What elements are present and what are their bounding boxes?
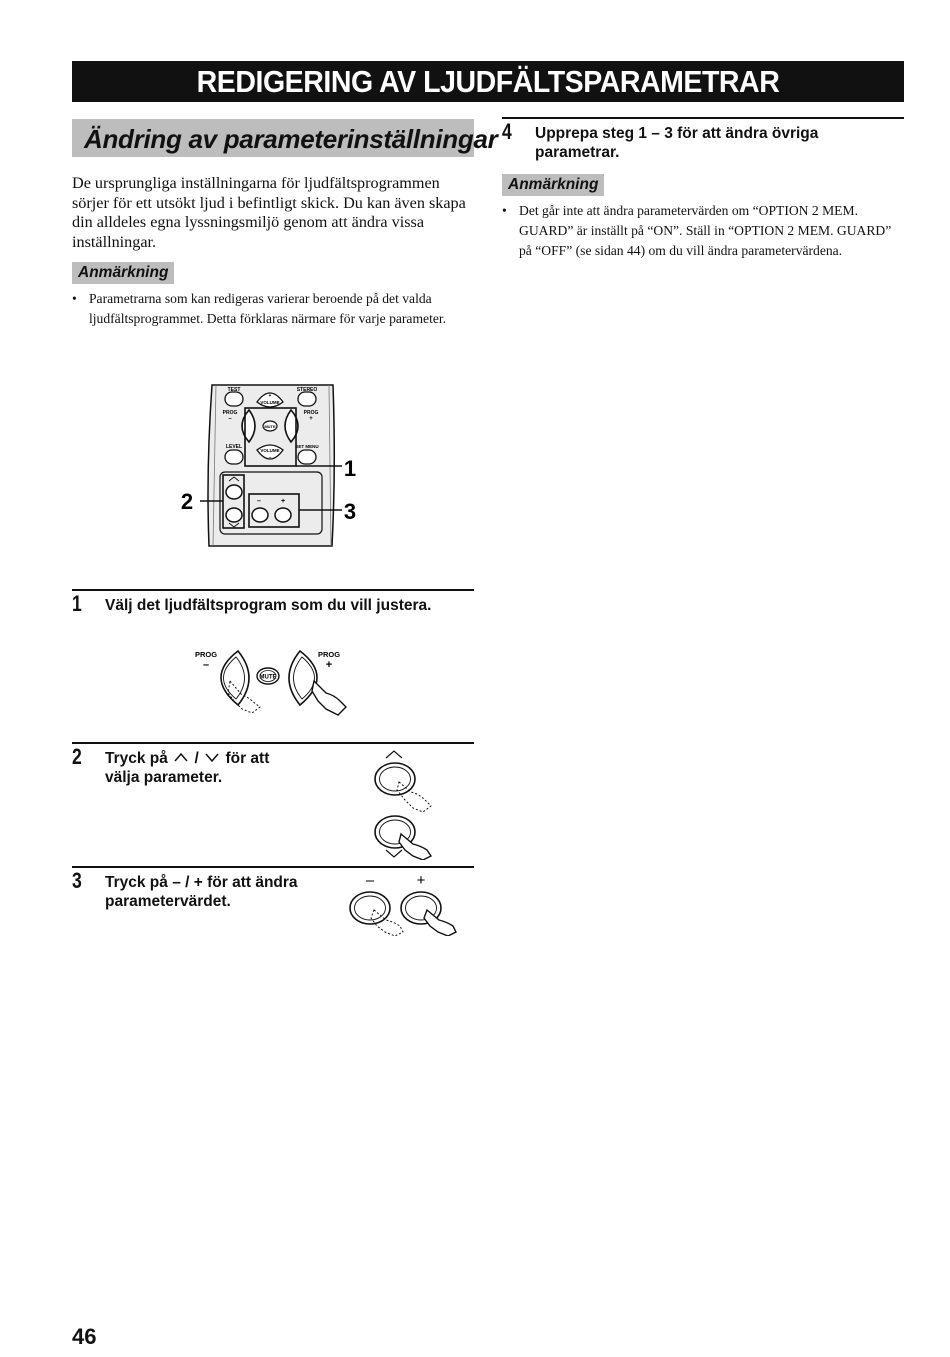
intro-paragraph: De ursprungliga inställningarna för ljudfältsprogrammen sörjer för ett utsökt ljud i befintligt skick. Du kan även skapa din alldeles egna lyssningsmiljö genom att ändra vissa inställningar. — [72, 174, 466, 251]
step-4-number: 4 — [502, 119, 512, 144]
step-1-plus: + — [325, 659, 333, 671]
step-1-minus: – — [202, 659, 210, 671]
step-2-text — [105, 749, 345, 787]
step-2-illustration — [365, 748, 445, 860]
remote-prog-left-label: PROG — [222, 410, 238, 416]
step-2-down-arrow-icon — [386, 850, 402, 857]
down-arrow-icon — [204, 752, 220, 763]
step-3-number: 3 — [72, 868, 82, 893]
step-1-illustration — [190, 645, 360, 717]
note-label-right: Anmärkning — [502, 174, 604, 196]
step-4-text: Upprepa steg 1 – 3 för att ändra övriga parametrar. — [535, 125, 819, 161]
step-1-number: 1 — [72, 591, 82, 616]
remote-volume-minus: – — [268, 455, 272, 461]
step-2-rule — [72, 742, 474, 744]
remote-stereo-label: STEREO — [296, 387, 318, 393]
remote-callout-1: 1 — [343, 456, 357, 481]
up-arrow-icon — [173, 752, 189, 763]
step-3-plus: + — [416, 872, 426, 889]
remote-test-label: TEST — [227, 387, 241, 393]
remote-prog-plus: + — [309, 416, 313, 422]
remote-volume-label-top: VOLUME — [260, 400, 280, 405]
remote-mute-label: MUTE — [264, 424, 276, 429]
page-number: 46 — [72, 1324, 97, 1349]
page-title: REDIGERING AV LJUDFÄLTSPARAMETRAR — [196, 64, 780, 99]
note-left-text: Parametrarna som kan redigeras varierar beroende på det valda ljudfältsprogrammet. Detta förklaras närmare för varje parameter. — [89, 291, 447, 326]
step-2-text-b: för att — [225, 750, 270, 767]
remote-callout-2: 2 — [180, 489, 194, 514]
step-1-prog-right: PROG — [317, 650, 341, 659]
remote-volume-plus: + — [268, 393, 272, 399]
step-1-prog-left: PROG — [194, 650, 218, 659]
note-left — [72, 289, 476, 329]
step-3-text: Tryck på – / + för att ändra parametervärdet. — [105, 874, 298, 910]
remote-level-label: LEVEL — [225, 444, 243, 450]
remote-control-illustration — [175, 380, 375, 552]
step-4-rule — [502, 117, 904, 119]
note-left-bullet: • — [72, 291, 77, 306]
section-title: Ändring av parameterinställningar — [84, 124, 498, 154]
remote-callout-3: 3 — [343, 499, 357, 524]
note-right — [502, 201, 906, 261]
step-3-illustration — [345, 870, 460, 936]
remote-plus-label: + — [280, 498, 286, 505]
step-1-text: Välj det ljudfältsprogram som du vill justera. — [105, 597, 432, 614]
remote-volume-label-bottom: VOLUME — [260, 448, 280, 453]
step-2-text-sep: / — [194, 750, 199, 767]
note-label-left: Anmärkning — [72, 262, 174, 284]
step-2-text-c: välja parameter. — [105, 769, 223, 786]
note-right-bullet: • — [502, 203, 507, 218]
step-3-rule — [72, 866, 474, 868]
pressing-hand-icon — [399, 834, 431, 860]
step-2-text-a: Tryck på — [105, 750, 168, 767]
remote-prog-right-label: PROG — [303, 410, 319, 416]
step-2-number: 2 — [72, 744, 82, 769]
remote-set-menu-label: SET MENU — [295, 444, 319, 449]
remote-minus-label: – — [257, 498, 261, 505]
step-2-up-arrow-icon — [386, 751, 402, 758]
step-3-minus: – — [365, 872, 375, 889]
remote-prog-minus: – — [228, 416, 232, 422]
step-1-rule — [72, 589, 474, 591]
note-right-text: Det går inte att ändra parametervärden om “OPTION 2 MEM. GUARD” är inställt på “ON”. Ställ in “OPTION 2 MEM. GUARD” på “OFF” (se sidan 44) om du vill ändra parametervärdena. — [519, 203, 892, 258]
step-1-mute-label: MUTE — [259, 674, 277, 681]
